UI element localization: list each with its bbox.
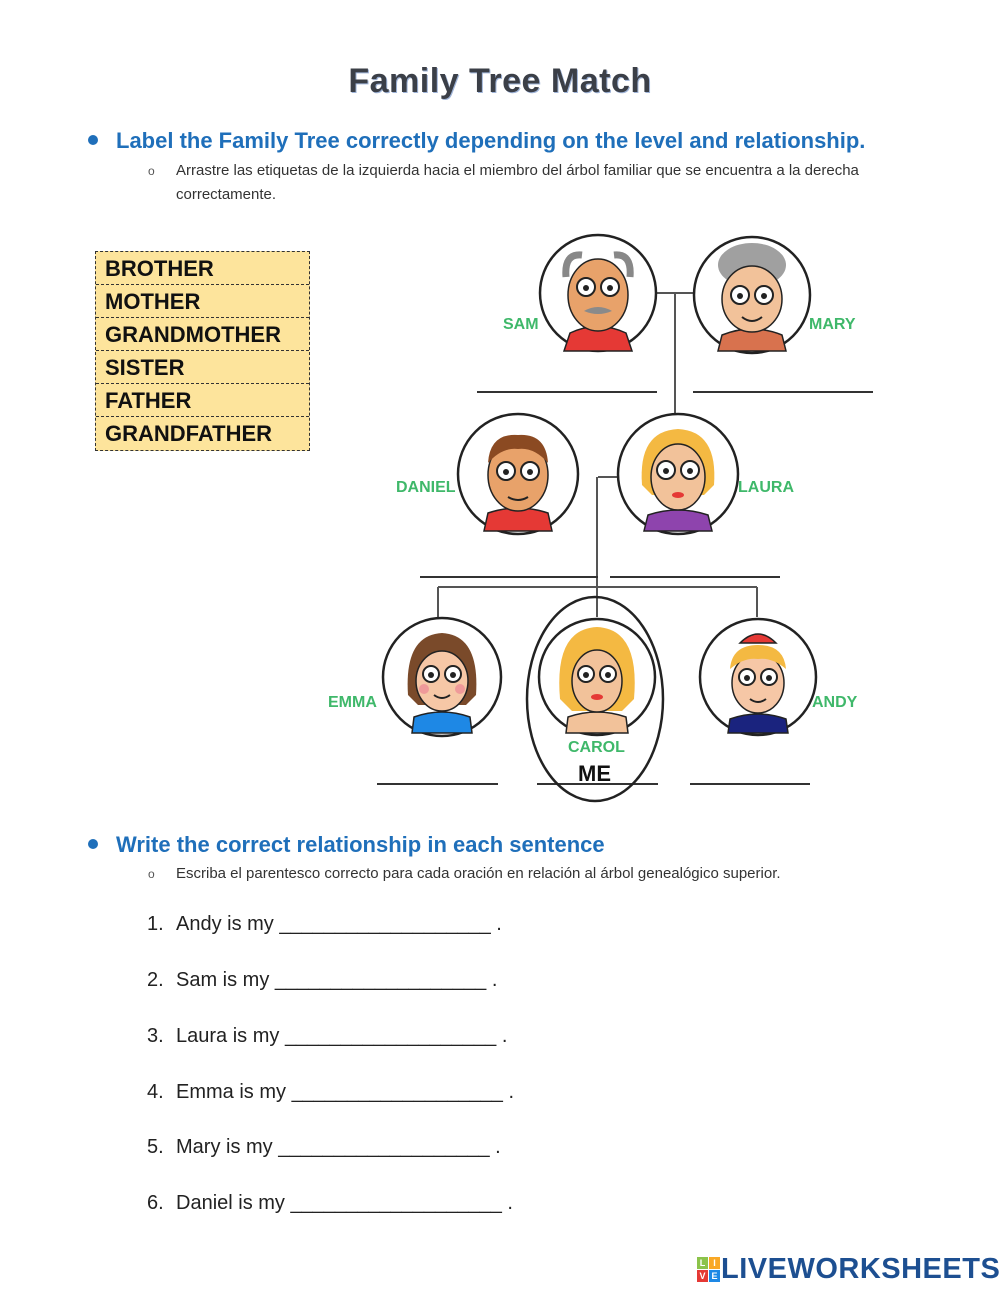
name-laura: LAURA xyxy=(738,479,794,496)
answer-input[interactable]: ___________________ xyxy=(279,913,491,935)
sentence-5: 5. Mary is my ___________________ . xyxy=(147,1136,501,1158)
grandmother-portrait xyxy=(694,237,810,353)
section2-instruction: o Escriba el parentesco correcto para cada oración en relación al árbol genealógico superior. xyxy=(148,862,936,886)
sentence-3: 3. Laura is my ___________________ . xyxy=(147,1025,508,1047)
name-emma: EMMA xyxy=(328,694,377,711)
mother-portrait xyxy=(618,414,738,534)
grandfather-portrait xyxy=(540,235,656,351)
answer-input[interactable]: ___________________ xyxy=(290,1192,502,1214)
sentence-2: 2. Sam is my ___________________ . xyxy=(147,969,498,991)
sister-portrait xyxy=(383,618,501,736)
draggable-label[interactable]: BROTHER xyxy=(96,252,309,285)
draggable-label[interactable]: MOTHER xyxy=(96,285,309,318)
sentence-4: 4. Emma is my ___________________ . xyxy=(147,1081,515,1103)
answer-input[interactable]: ___________________ xyxy=(284,1025,497,1047)
draggable-label[interactable]: GRANDMOTHER xyxy=(96,318,309,351)
draggable-label[interactable]: GRANDFATHER xyxy=(105,421,273,446)
draggable-label[interactable]: SISTER xyxy=(96,351,309,384)
label-bank xyxy=(95,251,310,451)
bullet-icon xyxy=(88,839,98,849)
family-tree xyxy=(320,225,900,810)
bullet-icon xyxy=(88,135,98,145)
liveworksheets-logo[interactable]: L I V E LIVEWORKSHEETS xyxy=(697,1253,1000,1285)
answer-input[interactable]: ___________________ xyxy=(278,1136,490,1158)
section1-heading: Label the Family Tree correctly depending on the level and relationship. xyxy=(88,128,865,154)
answer-input[interactable]: ___________________ xyxy=(274,969,487,991)
logo-tiles-icon: L I V E xyxy=(697,1257,721,1283)
circle-bullet-icon: o xyxy=(148,164,155,178)
section1-instruction: o Arrastre las etiquetas de la izquierda hacia el miembro del árbol familiar que se encuentra a la derecha correctamente. xyxy=(148,159,936,207)
name-daniel: DANIEL xyxy=(396,479,456,496)
sentence-6: 6. Daniel is my ___________________ . xyxy=(147,1192,513,1214)
section2-heading: Write the correct relationship in each sentence xyxy=(88,832,605,858)
name-mary: MARY xyxy=(809,316,856,333)
name-andy: ANDY xyxy=(812,694,858,711)
father-portrait xyxy=(458,414,578,534)
brother-portrait xyxy=(700,619,816,735)
me-label: ME xyxy=(578,761,611,786)
draggable-label[interactable]: FATHER xyxy=(96,384,309,417)
circle-bullet-icon: o xyxy=(148,867,155,881)
page-title: Family Tree Match xyxy=(348,62,652,100)
name-carol: CAROL xyxy=(568,739,625,756)
name-sam: SAM xyxy=(503,316,539,333)
sentence-1: 1. Andy is my ___________________ . xyxy=(147,913,502,935)
answer-input[interactable]: ___________________ xyxy=(291,1081,503,1103)
